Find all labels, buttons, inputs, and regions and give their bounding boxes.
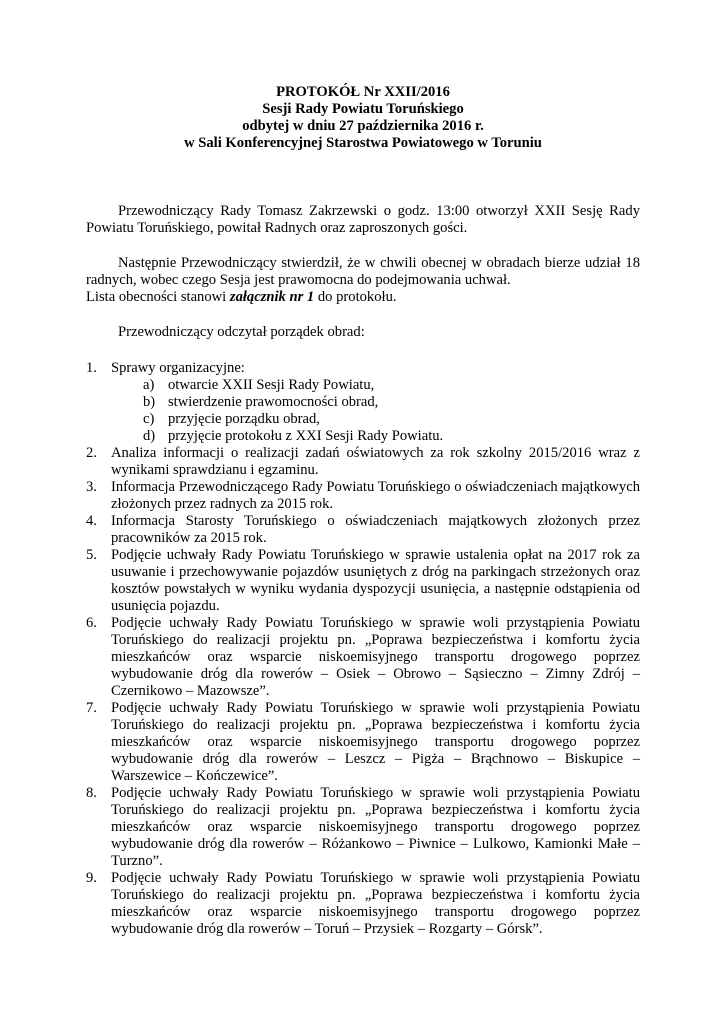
agenda-item-text: Podjęcie uchwały Rady Powiatu Toruńskiego w sprawie woli przystąpienia Powiatu Toruńskiego do realizacji projektu pn. „Poprawa bezpieczeństwa i komfortu życia mieszkańców oraz wsparcie niskoemisyjnego transportu drogowego poprzez wybudowanie dróg dla rowerów – Osiek – Obrowo – Sąsieczno – Zimny Zdrój – Czernikowo – Mazowsze”. <box>111 615 640 699</box>
agenda-item-number: 1. <box>86 360 97 376</box>
agenda-subitem-text: stwierdzenie prawomocności obrad, <box>168 394 379 410</box>
protocol-title: PROTOKÓŁ Nr XXII/2016 <box>276 84 450 100</box>
agenda-list <box>86 360 640 938</box>
attachment-reference: załącznik nr 1 <box>229 289 315 305</box>
agenda-subitem-text: otwarcie XXII Sesji Rady Powiatu, <box>168 377 375 393</box>
agenda-item-number: 8. <box>86 785 97 801</box>
agenda-item <box>86 700 640 785</box>
agenda-item-text: Podjęcie uchwały Rady Powiatu Toruńskiego w sprawie woli przystąpienia Powiatu Toruńskiego do realizacji projektu pn. „Poprawa bezpieczeństwa i komfortu życia mieszkańców oraz wsparcie niskoemisyjnego transportu drogowego poprzez wybudowanie dróg dla rowerów – Toruń – Przysiek – Rozgarty – Górsk”. <box>111 870 640 937</box>
agenda-subitem-letter: c) <box>143 411 155 427</box>
agenda-item-text: Podjęcie uchwały Rady Powiatu Toruńskiego w sprawie woli przystąpienia Powiatu Toruńskiego do realizacji projektu pn. „Poprawa bezpieczeństwa i komfortu życia mieszkańców oraz wsparcie niskoemisyjnego transportu drogowego poprzez wybudowanie dróg dla rowerów – Różankowo – Piwnice – Lulkowo, Kamionki Małe – Turzno”. <box>111 785 640 869</box>
agenda-item <box>86 870 640 938</box>
document-header <box>86 84 640 152</box>
quorum-paragraph: Następnie Przewodniczący stwierdził, że w chwili obecnej w obradach bierze udział 18 radnych, wobec czego Sesja jest prawomocna do podejmowania uchwał. <box>86 255 640 288</box>
agenda-intro: Przewodniczący odczytał porządek obrad: <box>118 324 365 340</box>
agenda-item-number: 3. <box>86 479 97 495</box>
agenda-item <box>86 479 640 513</box>
agenda-item-text: Analiza informacji o realizacji zadań oświatowych za rok szkolny 2015/2016 wraz z wynikami sprawdzianu i egzaminu. <box>111 445 640 478</box>
agenda-item-number: 4. <box>86 513 97 529</box>
agenda-item-number: 2. <box>86 445 97 461</box>
agenda-item-text: Informacja Starosty Toruńskiego o oświadczeniach majątkowych złożonych przez pracowników za 2015 rok. <box>111 513 640 546</box>
document-page <box>86 84 640 938</box>
agenda-item-number: 5. <box>86 547 97 563</box>
agenda-item <box>86 615 640 700</box>
agenda-item <box>86 445 640 479</box>
agenda-subitem-text: przyjęcie porządku obrad, <box>168 411 320 427</box>
session-date: odbytej w dniu 27 października 2016 r. <box>242 118 484 134</box>
session-name: Sesji Rady Powiatu Toruńskiego <box>262 101 464 117</box>
agenda-item <box>86 547 640 615</box>
agenda-item <box>86 360 640 445</box>
agenda-subitem-letter: a) <box>143 377 155 393</box>
agenda-subitem-letter: d) <box>143 428 156 444</box>
agenda-item <box>86 513 640 547</box>
agenda-item-text: Podjęcie uchwały Rady Powiatu Toruńskiego w sprawie woli przystąpienia Powiatu Toruńskiego do realizacji projektu pn. „Poprawa bezpieczeństwa i komfortu życia mieszkańców oraz wsparcie niskoemisyjnego transportu drogowego poprzez wybudowanie dróg dla rowerów – Leszcz – Pigża – Brąchnowo – Biskupice – Warszewice – Kończewice”. <box>111 700 640 784</box>
agenda-subitem <box>143 428 640 445</box>
agenda-subitem <box>143 411 640 428</box>
opening-paragraph: Przewodniczący Rady Tomasz Zakrzewski o godz. 13:00 otworzył XXII Sesję Rady Powiatu Toruńskiego, powitał Radnych oraz zaproszonych gości. <box>86 203 640 236</box>
agenda-item-number: 9. <box>86 870 97 886</box>
attendance-paragraph <box>86 289 640 306</box>
agenda-item-text: Informacja Przewodniczącego Rady Powiatu Toruńskiego o oświadczeniach majątkowych złożonych przez radnych za 2015 rok. <box>111 479 640 512</box>
agenda-subitem-text: przyjęcie protokołu z XXI Sesji Rady Powiatu. <box>168 428 444 444</box>
agenda-item-text: Podjęcie uchwały Rady Powiatu Toruńskiego w sprawie ustalenia opłat na 2017 rok za usuwanie i przechowywanie pojazdów usuniętych z dróg na parkingach strzeżonych oraz kosztów powstałych w wyniku wydania dyspozycji usunięcia, a następnie odstąpienia od usunięcia pojazdu. <box>111 547 640 614</box>
agenda-item-number: 6. <box>86 615 97 631</box>
agenda-item <box>86 785 640 870</box>
agenda-subitem <box>143 377 640 394</box>
attendance-text-before: Lista obecności stanowi <box>86 289 230 305</box>
agenda-subitem <box>143 394 640 411</box>
agenda-item-number: 7. <box>86 700 97 716</box>
agenda-item-text: Sprawy organizacyjne: <box>111 360 245 376</box>
agenda-sublist <box>111 377 640 445</box>
attendance-text-after: do protokołu. <box>314 289 397 305</box>
agenda-subitem-letter: b) <box>143 394 156 410</box>
session-location: w Sali Konferencyjnej Starostwa Powiatowego w Toruniu <box>184 135 542 151</box>
